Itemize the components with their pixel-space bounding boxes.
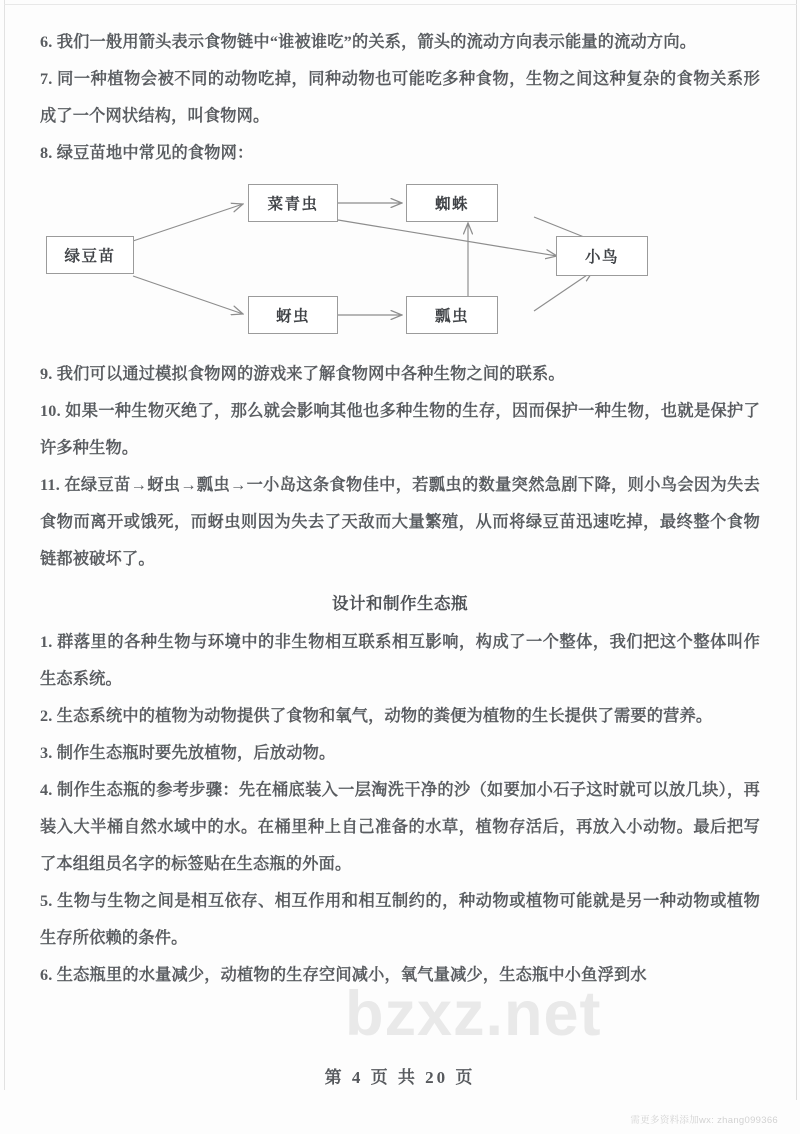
page-content: [40, 24, 760, 994]
paragraph-9: 9. 我们可以通过模拟食物网的游戏来了解食物网中各种生物之间的联系。: [40, 365, 565, 383]
paragraph-8: 8. 绿豆苗地中常见的食物网：: [40, 144, 254, 162]
eco-paragraph-3: 3. 制作生态瓶时要先放植物，后放动物。: [40, 744, 336, 762]
paragraph-7: 7. 同一种植物会被不同的动物吃掉，同种动物也可能吃多种食物，生物之间这种复杂的食物关系形成了一个网状结构，叫食物网。: [40, 70, 760, 125]
section-title: 设计和制作生态瓶: [332, 594, 468, 613]
paragraph-10: 10. 如果一种生物灭绝了，那么就会影响其他也多种生物的生存，因而保护一种生物，也就是保护了许多种生物。: [40, 402, 760, 457]
footer-contact-note: 需更多资料添加wx: zhang099366: [630, 1115, 778, 1126]
arrow-mungbean-to-cabbageworm: [133, 204, 243, 241]
arrow-mungbean-to-aphid: [133, 276, 243, 314]
food-web-node-ladybug: 瓢虫: [406, 296, 498, 334]
page-edge-right: [796, 0, 797, 1100]
page-edge-left: [4, 0, 5, 1090]
arrow-cabbageworm-to-bird: [338, 220, 557, 256]
food-web-arrows: [40, 176, 760, 354]
page-edge-top: [4, 4, 797, 5]
watermark: bzxz.net: [345, 979, 602, 1049]
eco-paragraph-1: 1. 群落里的各种生物与环境中的非生物相互联系相互影响，构成了一个整体，我们把这个整体叫作生态系统。: [40, 633, 760, 688]
arrow-ladybug-to-bird: [534, 271, 593, 311]
paragraph-6: 6. 我们一般用箭头表示食物链中“谁被谁吃”的关系，箭头的流动方向表示能量的流动方向。: [40, 33, 697, 51]
eco-paragraph-5: 5. 生物与生物之间是相互依存、相互作用和相互制约的，种动物或植物可能就是另一种动物或植物生存所依赖的条件。: [40, 892, 760, 947]
food-web-node-aphid: 蚜虫: [248, 296, 338, 334]
food-web-diagram: [40, 176, 760, 354]
eco-paragraph-2: 2. 生态系统中的植物为动物提供了食物和氧气，动物的粪便为植物的生长提供了需要的营养。: [40, 707, 713, 725]
paragraph-11: 11. 在绿豆苗→蚜虫→瓢虫→一小岛这条食物佳中，若瓢虫的数量突然急剧下降，则小鸟会因为失去食物而离开或饿死，而蚜虫则因为失去了天敌而大量繁殖，从而将绿豆苗迅速吃掉，最终整个食物链都被破坏了。: [40, 476, 760, 568]
page-number-footer: 第 4 页 共 20 页: [324, 1068, 476, 1087]
eco-paragraph-4: 4. 制作生态瓶的参考步骤：先在桶底装入一层淘洗干净的沙（如要加小石子这时就可以放几块），再装入大半桶自然水域中的水。在桶里种上自己准备的水草，植物存活后，再放入小动物。最后把写了本组组员名字的标签贴在生态瓶的外面。: [40, 781, 760, 873]
food-web-node-bird: 小鸟: [556, 236, 648, 276]
food-web-node-spider: 蜘蛛: [406, 184, 498, 222]
food-web-node-cabbage-worm: 菜青虫: [248, 184, 338, 222]
food-web-node-mungbean: 绿豆苗: [46, 236, 134, 274]
eco-paragraph-6: 6. 生态瓶里的水量减少，动植物的生存空间减小，氧气量减少，生态瓶中小鱼浮到水: [40, 966, 647, 984]
